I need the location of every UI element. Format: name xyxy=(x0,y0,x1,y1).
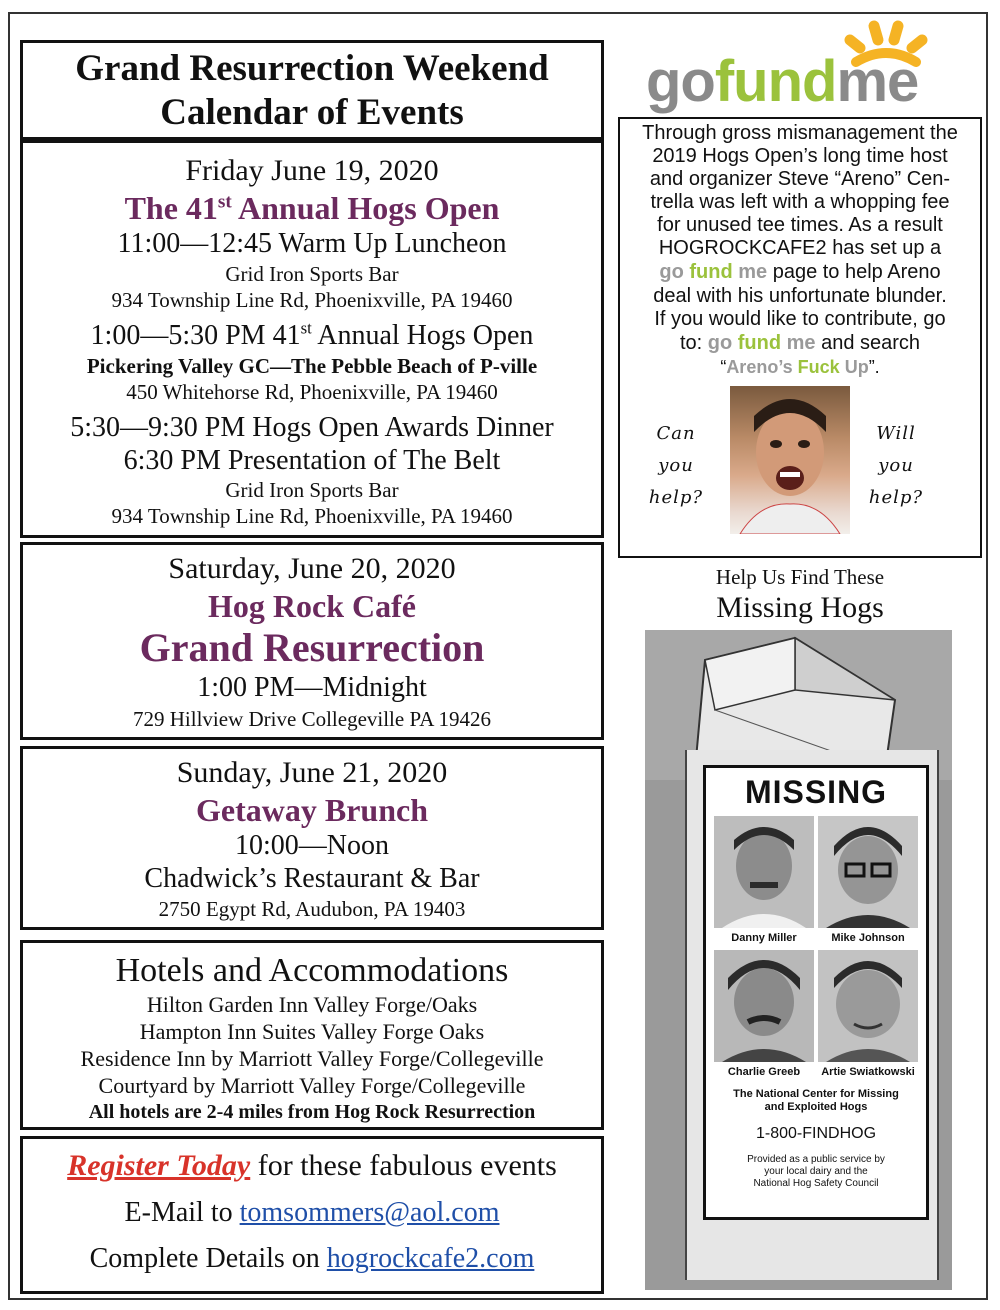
quote-open: “ xyxy=(720,357,727,377)
logo-me: me xyxy=(836,49,919,114)
missing-name: Danny Miller xyxy=(731,932,797,944)
missing-phone: 1-800-FINDHOG xyxy=(755,1125,877,1142)
search-fuck: Fuck xyxy=(797,357,840,377)
missing-heading xyxy=(620,564,980,626)
hotels-title: Hotels and Accommodations xyxy=(115,952,509,989)
sunday-time: 10:00—Noon xyxy=(235,830,389,861)
handwritten-word: help? xyxy=(868,487,924,508)
missing-card-title: MISSING xyxy=(744,774,888,810)
details-line xyxy=(23,1241,601,1277)
belt-presentation-time: 6:30 PM Presentation of The Belt xyxy=(123,445,501,476)
sunday-venue: Chadwick’s Restaurant & Bar xyxy=(144,863,480,894)
sunday-event: Getaway Brunch xyxy=(196,792,428,828)
gfm-para-line: 2019 Hogs Open’s long time host xyxy=(652,145,948,167)
missing-org-line1: The National Center for Missing xyxy=(733,1088,899,1100)
luncheon-time: 11:00—12:45 Warm Up Luncheon xyxy=(117,228,507,259)
hogs-open-venue: Pickering Valley GC—The Pebble Beach of P-ville xyxy=(86,354,538,378)
hogs-open-time xyxy=(23,319,601,353)
inline2-fund: fund xyxy=(737,332,782,354)
sunday-address: 2750 Egypt Rd, Audubon, PA 19403 xyxy=(158,897,466,921)
friday-event-title xyxy=(23,189,601,227)
can-you-help xyxy=(632,418,720,514)
luncheon-venue: Grid Iron Sports Bar xyxy=(225,262,399,286)
missing-name: Mike Johnson xyxy=(831,932,905,944)
saturday-time: 1:00 PM—Midnight xyxy=(197,672,427,703)
missing-heading-small: Help Us Find These xyxy=(715,565,885,589)
gfm-para-line: Through gross mismanagement the xyxy=(642,122,958,144)
inline-go: go xyxy=(659,261,684,283)
milk-carton xyxy=(645,630,952,1290)
register-line xyxy=(23,1147,601,1185)
missing-card xyxy=(703,765,929,1220)
quote-close: ”. xyxy=(868,357,880,377)
fineprint-line: National Hog Safety Council xyxy=(753,1178,879,1189)
gfm-search-line xyxy=(620,356,980,379)
handwritten-word: help? xyxy=(648,487,704,508)
inline-me: me xyxy=(738,261,768,283)
details-label: Complete Details on xyxy=(89,1243,327,1274)
fineprint-line: your local dairy and the xyxy=(764,1166,868,1177)
missing-photo xyxy=(714,816,814,928)
missing-photo xyxy=(818,950,918,1062)
hotel-item: Courtyard by Marriott Valley Forge/Collegeville xyxy=(98,1073,526,1098)
friday-date: Friday June 19, 2020 xyxy=(185,154,439,187)
friday-event-sup: st xyxy=(217,191,232,213)
hotel-item: Residence Inn by Marriott Valley Forge/Collegeville xyxy=(80,1046,544,1071)
awards-dinner-time: 5:30—9:30 PM Hogs Open Awards Dinner xyxy=(70,412,554,443)
inline2-me: me xyxy=(786,332,816,354)
gfm-to-line xyxy=(620,331,980,356)
saturday-date: Saturday, June 20, 2020 xyxy=(168,552,456,585)
inline2-after: and search xyxy=(815,332,921,354)
handwritten-word: Will xyxy=(876,423,916,444)
friday-event-post: Annual Hogs Open xyxy=(231,190,500,226)
inline-after: page to help Areno xyxy=(767,261,941,283)
dinner-address: 934 Township Line Rd, Phoenixville, PA 19460 xyxy=(111,504,513,528)
handwritten-word: you xyxy=(878,455,914,476)
saturday-box xyxy=(20,542,604,740)
hogs-open-post: Annual Hogs Open xyxy=(311,320,534,351)
calendar-title-line2: Calendar of Events xyxy=(160,92,464,133)
fineprint-line: Provided as a public service by xyxy=(747,1154,885,1165)
hotels-note: All hotels are 2-4 miles from Hog Rock Resurrection xyxy=(88,1101,536,1123)
email-label: E-Mail to xyxy=(124,1197,240,1228)
gfm-inline-line xyxy=(620,260,980,285)
hogs-open-pre: 1:00—5:30 PM 41 xyxy=(90,320,301,351)
missing-heading-large: Missing Hogs xyxy=(716,591,884,624)
sunday-date: Sunday, June 21, 2020 xyxy=(176,756,448,789)
gfm-para-line: trella was left with a whopping fee xyxy=(650,191,950,213)
email-line xyxy=(23,1195,601,1231)
hotel-item: Hampton Inn Suites Valley Forge Oaks xyxy=(139,1019,485,1044)
will-you-help xyxy=(852,418,940,514)
register-text: for these fabulous events xyxy=(250,1149,557,1182)
friday-box xyxy=(20,140,604,538)
email-link[interactable]: tomsommers@aol.com xyxy=(239,1197,500,1228)
hotels-box xyxy=(20,940,604,1130)
sunday-box xyxy=(20,746,604,930)
register-today-link[interactable]: Register Today xyxy=(67,1149,251,1182)
missing-name: Artie Swiatkowski xyxy=(821,1066,915,1078)
gfm-para-line: HOGROCKCAFE2 has set up a xyxy=(658,237,942,259)
to-label: to: xyxy=(679,332,708,354)
friday-event-pre: The 41 xyxy=(124,190,218,226)
missing-photo xyxy=(714,950,814,1062)
register-box xyxy=(20,1136,604,1294)
missing-fineprint xyxy=(706,1154,926,1190)
handwritten-word: you xyxy=(658,455,694,476)
gfm-contribute-line: If you would like to contribute, go xyxy=(654,308,946,330)
gfm-deal-line: deal with his unfortunate blunder. xyxy=(653,285,947,307)
gofundme-logo xyxy=(646,18,946,114)
missing-name: Charlie Greeb xyxy=(727,1066,801,1078)
inline-fund: fund xyxy=(689,261,733,283)
logo-go: go xyxy=(646,49,715,114)
luncheon-address: 934 Township Line Rd, Phoenixville, PA 19460 xyxy=(111,288,513,312)
logo-fund: fund xyxy=(714,49,837,114)
website-link[interactable]: hogrockcafe2.com xyxy=(326,1243,535,1274)
missing-photo xyxy=(818,816,918,928)
gfm-para-line: for unused tee times. As a result xyxy=(657,214,943,236)
missing-org xyxy=(706,1088,926,1114)
gfm-para-line: and organizer Steve “Areno” Cen- xyxy=(649,168,951,190)
face-illustration xyxy=(730,386,850,534)
calendar-title-box xyxy=(20,40,604,140)
inline2-go: go xyxy=(707,332,733,354)
missing-org-line2: and Exploited Hogs xyxy=(764,1101,868,1113)
saturday-event: Grand Resurrection xyxy=(139,625,485,670)
search-up: Up xyxy=(839,357,869,377)
areno-photo xyxy=(730,386,850,534)
dinner-venue: Grid Iron Sports Bar xyxy=(225,478,399,502)
handwritten-word: Can xyxy=(656,423,696,444)
calendar-title-line1: Grand Resurrection Weekend xyxy=(75,48,549,89)
hogs-open-sup: st xyxy=(300,318,312,338)
search-areno: Areno’s xyxy=(726,357,798,377)
saturday-address: 729 Hillview Drive Collegeville PA 19426 xyxy=(133,707,491,731)
hogs-open-address: 450 Whitehorse Rd, Phoenixville, PA 19460 xyxy=(126,380,498,404)
saturday-venue: Hog Rock Café xyxy=(208,588,416,624)
hotel-item: Hilton Garden Inn Valley Forge/Oaks xyxy=(146,992,478,1017)
